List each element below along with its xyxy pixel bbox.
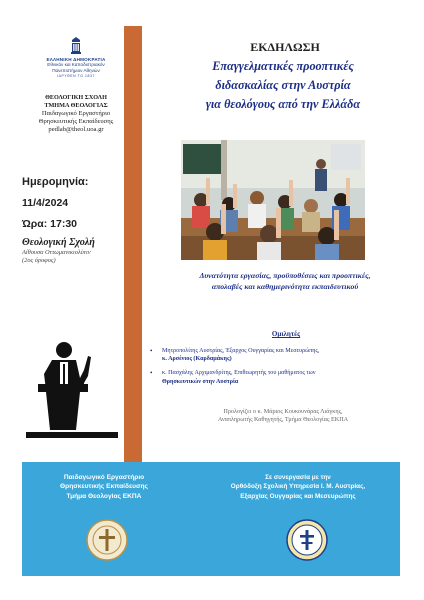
university-line-4: ΙΔΡΥΘΕΝ ΤΟ 1837 <box>57 74 95 78</box>
venue-name: Θεολογική Σχολή <box>22 237 95 248</box>
lab-name-line-2: Θρησκευτικής Εκπαίδευσης <box>38 118 114 126</box>
event-subtitle-line-1: Επαγγελματικές προοπτικές <box>212 59 354 73</box>
topics-line-1: Δυνατότητα εργασίας, προϋποθέσεις και προοπτικές, <box>199 271 371 280</box>
footer-left-line-1: Παιδαγωγικό Εργαστήριο <box>63 474 145 481</box>
moderation-line-1: Προλογίζει ο κ. Μάριος Κουκουνάρας Λιάγκης, <box>223 408 343 415</box>
event-subtitle-line-2: διδασκαλίας στην Αυστρία <box>215 78 351 92</box>
department-name: ΤΜΗΜΑ ΘΕΟΛΟΓΙΑΣ <box>44 102 108 110</box>
lab-email: pedlab@theol.uoa.gr <box>48 126 104 134</box>
event-heading: ΕΚΔΗΛΩΣΗ <box>250 40 320 54</box>
lab-emblem-icon <box>86 519 128 561</box>
moderation-line-2: Αναπληρωτής Καθηγητής, Τμήμα Θεολογίας ΕΚΠΑ <box>217 416 349 423</box>
footer-right-line-3: Εξαρχίας Ουγγαρίας και Μεσευρώπης <box>240 492 356 500</box>
university-line-3: Πανεπιστήμιον Αθηνών <box>52 68 100 73</box>
footer-partner <box>192 473 404 501</box>
university-logo <box>68 36 84 56</box>
speakers-list <box>150 347 416 392</box>
speaker-title: κ. Πασχάλης Αρχιμανδρίτης, Επιθεωρητής του μαθήματος των <box>162 370 316 377</box>
speaker-item <box>150 369 416 385</box>
footer-right-line-2: Ορθόδοξη Σχολική Υπηρεσία Ι. Μ. Αυστρίας, <box>230 483 366 491</box>
event-details <box>22 176 142 265</box>
date-label: Ημερομηνία: <box>22 176 89 188</box>
venue-room-line-2: (2ος όροφος) <box>22 257 56 264</box>
university-name <box>30 57 122 78</box>
lab-info <box>22 94 130 134</box>
speaker-name: κ. Αρσένιος (Καρδαμάκης) <box>162 356 232 363</box>
speaker-podium-icon <box>24 338 120 448</box>
footer-organizer <box>36 473 172 501</box>
event-topics <box>150 270 420 292</box>
footer-right-line-1: Σε συνεργασία με την <box>265 474 331 481</box>
speaker-title: Μητροπολίτης Αυστρίας, Έξαρχος Ουγγαρίας και Μεσευρώπης, <box>162 348 320 354</box>
venue-room-line-1: Αίθουσα Οττωμανικιολύτιν <box>22 249 91 256</box>
metropolis-seal-icon <box>286 519 328 561</box>
footer-left-line-3: Τμήμα Θεολογίας ΕΚΠΑ <box>66 492 142 500</box>
speaker-role: Θρησκευτικών στην Αυστρία <box>162 378 239 385</box>
date-value: 11/4/2024 <box>22 197 69 209</box>
school-name: ΘΕΟΛΟΓΙΚΗ ΣΧΟΛΗ <box>45 94 107 101</box>
event-subtitle <box>156 57 410 114</box>
bullet: • <box>150 369 153 378</box>
moderation-note <box>150 408 416 424</box>
topics-line-2: απολαβές και καθημερινότητα εκπαιδευτικού <box>211 282 359 291</box>
speaker-item <box>150 347 416 363</box>
university-line-1: ΕΛΛΗΝΙΚΗ ΔΗΜΟΚΡΑΤΙΑ <box>46 57 106 62</box>
footer-left-line-2: Θρησκευτικής Εκπαίδευσης <box>60 483 148 491</box>
classroom-photo <box>181 140 365 260</box>
university-line-2: Εθνικόν και Καποδιστριακόν <box>47 62 105 67</box>
speakers-heading: Ομιλητές <box>271 330 301 338</box>
venue-room <box>22 249 142 265</box>
event-subtitle-line-3: για θεολόγους από την Ελλάδα <box>205 97 361 111</box>
bullet: • <box>150 347 153 355</box>
time-value: Ώρα: 17:30 <box>22 218 78 230</box>
lab-name-line-1: Παιδαγωγικό Εργαστήριο <box>41 110 111 118</box>
